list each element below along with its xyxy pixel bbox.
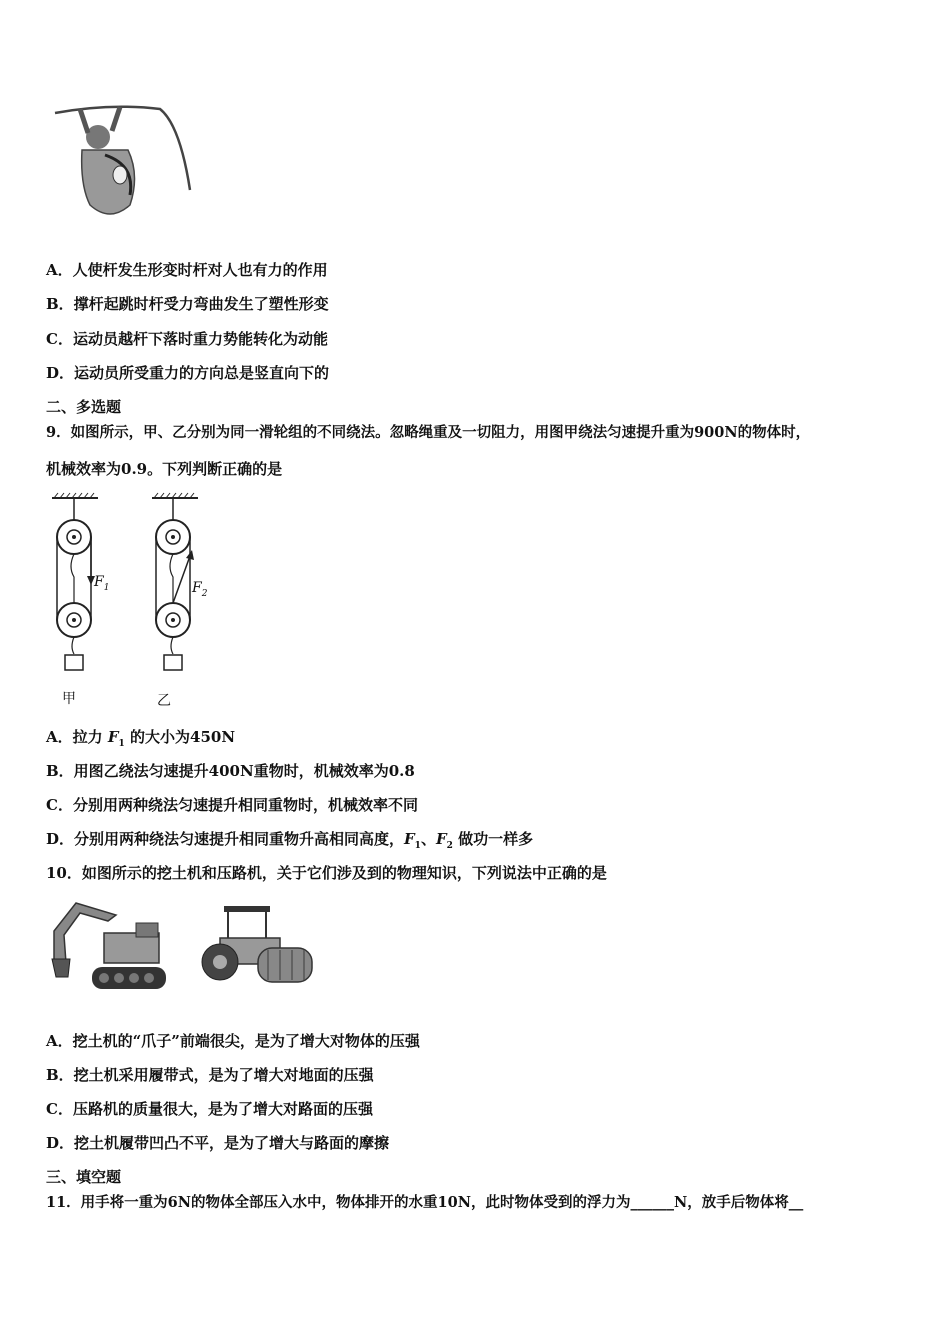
q9-option-b: B．用图乙绕法匀速提升400N重物时，机械效率为0.8 [46, 762, 415, 780]
q11-stem: 11．用手将一重为6N的物体全部压入水中，物体排开的水重10N，此时物体受到的浮力为______N，放手后物体将__ [46, 1194, 804, 1211]
q10-option-a: A．挖土机的“爪子”前端很尖，是为了增大对物体的压强 [46, 1032, 420, 1050]
q8-option-b: B．撑杆起跳时杆受力弯曲发生了塑性形变 [46, 295, 329, 313]
pulley-figure [40, 492, 220, 712]
section-heading-multiple-choice: 二、多选题 [46, 398, 122, 416]
q9-option-a: A．拉力 $F_1$ 的大小为450N [46, 728, 236, 749]
force-label-f1: $F_1$ [94, 574, 110, 593]
q10-option-d: D．挖土机履带凹凸不平，是为了增大与路面的摩擦 [46, 1134, 390, 1152]
q10-stem: 10．如图所示的挖土机和压路机，关于它们涉及到的物理知识，下列说法中正确的是 [46, 864, 607, 882]
excavator-image [46, 893, 171, 998]
q9-option-d: D．分别用两种绕法匀速提升相同重物升高相同高度，$F_1$、$F_2$ 做功一样多 [46, 830, 534, 851]
figure-label-jia: 甲 [62, 691, 76, 707]
q10-option-c: C．压路机的质量很大，是为了增大对路面的压强 [46, 1100, 373, 1118]
q9-stem-line1: 9．如图所示，甲、乙分别为同一滑轮组的不同绕法。忽略绳重及一切阻力，用图甲绕法匀速提升重为900N的物体时， [46, 424, 811, 441]
q8-option-d: D．运动员所受重力的方向总是竖直向下的 [46, 364, 330, 382]
q10-option-b: B．挖土机采用履带式，是为了增大对地面的压强 [46, 1066, 374, 1084]
section-heading-fill-in: 三、填空题 [46, 1168, 122, 1186]
force-label-f2: $F_2$ [192, 580, 208, 599]
road-roller-image [196, 900, 318, 1000]
q9-option-c: C．分别用两种绕法匀速提升相同重物时，机械效率不同 [46, 796, 418, 814]
figure-label-yi: 乙 [157, 693, 171, 709]
q8-option-a: A．人使杆发生形变时杆对人也有力的作用 [46, 261, 328, 279]
pole-vault-figure [50, 95, 195, 230]
q8-option-c: C．运动员越杆下落时重力势能转化为动能 [46, 330, 328, 348]
q9-stem-line2: 机械效率为0.9。下列判断正确的是 [46, 460, 283, 478]
